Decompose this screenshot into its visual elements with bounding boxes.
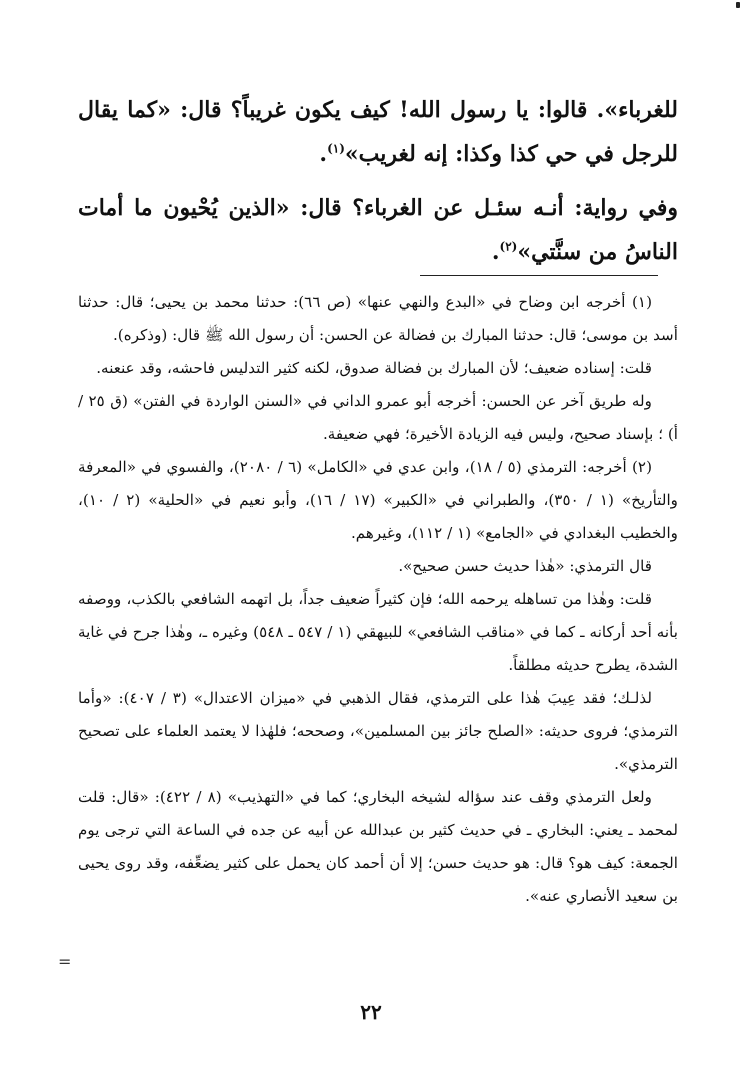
footnote-paragraph: وله طريق آخر عن الحسن: أخرجه أبو عمرو الداني في «السنن الواردة في الفتن» (ق ٢٥ / أ) ؛ بإسناد صحيح، وليس فيه الزيادة الأخيرة؛ فهي ضعيفة. xyxy=(78,392,678,443)
body-paragraph-text: وفي رواية: أنـه سئـل عن الغرباء؟ قال: «الذين يُحْيون ما أمات الناسُ من سنَّتي» xyxy=(78,195,678,265)
main-text xyxy=(78,88,678,284)
body-paragraph-end: . xyxy=(491,239,500,265)
footnote-divider xyxy=(420,275,658,276)
footnote-1: (١) أخرجه ابن وضاح في «البدع والنهي عنها» (ص ٦٦): حدثنا محمد بن يحيى؛ قال: حدثنا أسد بن موسى؛ قال: حدثنا المبارك بن فضالة عن الحسن: أن رسول الله ﷺ قال: (وذكره). xyxy=(78,293,678,344)
footnote-paragraph: قلت: إسناده ضعيف؛ لأن المبارك بن فضالة صدوق، لكنه كثير التدليس فاحشه، وقد عنعنه. xyxy=(96,359,652,377)
body-paragraph-text: للغرباء». قالوا: يا رسول الله! كيف يكون غريباً؟ قال: «كما يقال للرجل في حي كذا وكذا: إنه لغريب» xyxy=(78,97,678,167)
footnote-paragraph: لذلـك؛ فقد عِيبَ هٰذا على الترمذي، فقال الذهبي في «ميزان الاعتدال» (٣ / ٤٠٧): «وأما الترمذي؛ فروى حديثه: «الصلح جائز بين المسلمين»، وصححه؛ فلهٰذا لا يعتمد العلماء على تصحيح الترمذي». xyxy=(78,689,678,773)
footnote-paragraph: قلت: وهٰذا من تساهله يرحمه الله؛ فإن كثيراً ضعيف جداً، بل اتهمه الشافعي بالكذب، ووصفه بأنه أحد أركانه ـ كما في «مناقب الشافعي» للبيهقي (١ / ٥٤٧ ـ ٥٤٨) وغيره ـ، وهٰذا جرح في غاية الشدة، يطرح حديثه مطلقاً. xyxy=(78,590,679,674)
footnote-reference: (١) xyxy=(327,141,345,156)
footnote-paragraph: ولعل الترمذي وقف عند سؤاله لشيخه البخاري؛ كما في «التهذيب» (٨ / ٤٢٢): «قال: قلت لمحمد ـ يعني: البخاري ـ في حديث كثير بن عبدالله عن أبيه عن جده في الساعة التي ترجى يوم الجمعة: كيف هو؟ قال: هو حديث حسن؛ إلا أن أحمد كان يحمل على كثير يضعِّفه، وقد روى يحيى بن سعيد الأنصاري عنه». xyxy=(78,788,678,905)
footnote-paragraph: قال الترمذي: «هٰذا حديث حسن صحيح». xyxy=(398,557,652,575)
footnote-2: (٢) أخرجه: الترمذي (٥ / ١٨)، وابن عدي في «الكامل» (٦ / ٢٠٨٠)، والفسوي في «المعرفة والتأريخ» (١ / ٣٥٠)، والطبراني في «الكبير» (١٧ / ١٦)، وأبو نعيم في «الحلية» (٢ / ١٠)، والخطيب البغدادي في «الجامع» (١ / ١١٢)، وغيرهم. xyxy=(78,458,679,542)
body-paragraph xyxy=(78,186,678,274)
body-paragraph xyxy=(78,88,678,176)
page-number: ٢٢ xyxy=(360,1000,382,1024)
margin-mark: = xyxy=(58,952,72,971)
footnotes xyxy=(78,286,678,913)
body-paragraph-end: . xyxy=(319,141,328,167)
corner-mark xyxy=(736,2,740,8)
footnote-reference: (٢) xyxy=(499,239,518,254)
